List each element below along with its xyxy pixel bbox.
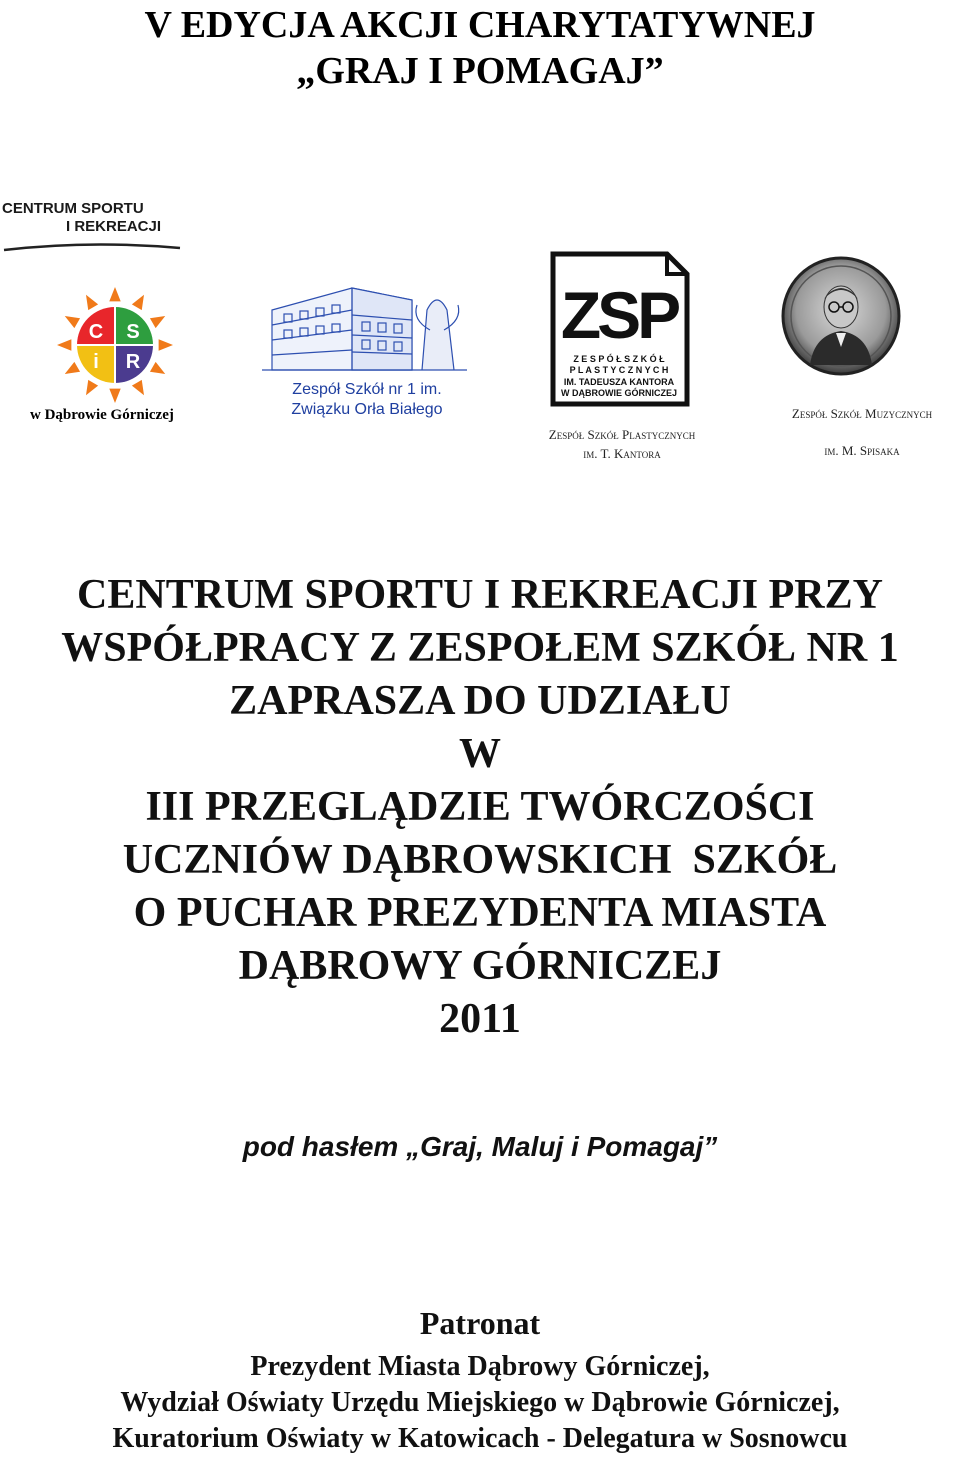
csir-letter-r: R: [125, 351, 141, 373]
invitation-line-8: DĄBROWY GÓRNICZEJ: [238, 943, 722, 989]
patronage-list: [0, 1349, 960, 1457]
csir-logo-name: [0, 200, 185, 236]
invitation-line-6: UCZNIÓW DĄBROWSKICH SZKÓŁ: [122, 837, 838, 883]
zsp-emblem: [549, 250, 691, 410]
invitation-line-9: 2011: [439, 996, 521, 1042]
school-1-caption-line-1: Zespół Szkół nr 1 im.: [292, 381, 442, 398]
csir-letter-c: C: [88, 321, 104, 343]
invitation-line-7: O PUCHAR PREZYDENTA MIASTA: [133, 890, 827, 936]
zsp-caption-line-2: im. T. Kantora: [583, 446, 661, 461]
motto: pod hasłem „Graj, Maluj i Pomagaj”: [242, 1131, 718, 1162]
zsp-emblem-line-1: Z E S P Ó Ł S Z K Ó Ł: [573, 354, 665, 364]
sun-ray-icon: [86, 295, 98, 310]
sun-ray-icon: [109, 389, 120, 403]
sun-ray-icon: [57, 339, 71, 350]
csir-letter-s: S: [126, 321, 140, 343]
event-title: [0, 2, 960, 94]
zsp-emblem-line-4: W DĄBROWIE GÓRNICZEJ: [561, 388, 677, 398]
csir-city-label: w Dąbrowie Górniczej: [30, 407, 174, 423]
sun-ray-icon: [159, 339, 173, 350]
school-1-caption-line-2: Związku Orła Białego: [291, 401, 443, 418]
csir-name-line-1: CENTRUM SPORTU: [2, 200, 144, 217]
patronage-title: Patronat: [419, 1305, 541, 1341]
school-1-caption: [262, 380, 472, 420]
zsp-caption-line-1: Zespół Szkół Plastycznych: [548, 427, 696, 442]
zsm-caption-line-2: im. M. Spisaka: [824, 443, 900, 458]
sun-ray-icon: [150, 316, 165, 328]
sun-ray-icon: [86, 380, 98, 395]
invitation-line-2: WSPÓŁPRACY Z ZESPOŁEM SZKÓŁ NR 1: [61, 625, 899, 671]
zsp-caption: [512, 425, 732, 463]
school-building-sketch: [262, 270, 472, 375]
csir-logo: [0, 200, 185, 430]
invitation-line-3: ZAPRASZA DO UDZIAŁU: [229, 678, 731, 724]
invitation-line-1: CENTRUM SPORTU I REKREACJI PRZY: [77, 572, 883, 618]
csir-name-line-2: I REKREACJI: [66, 218, 162, 235]
sun-ray-icon: [109, 287, 120, 301]
zsm-caption-line-1: Zespół Szkół Muzycznych: [791, 406, 933, 421]
sun-ray-icon: [65, 316, 80, 328]
patron-2: Wydział Oświaty Urzędu Miejskiego w Dąbrowie Górniczej,: [120, 1387, 840, 1418]
csir-sun-emblem: [50, 280, 180, 410]
sun-ray-icon: [132, 295, 144, 310]
patron-1: Prezydent Miasta Dąbrowy Górniczej,: [250, 1351, 710, 1382]
csir-swoosh-icon: [0, 234, 185, 256]
csir-letter-i: i: [93, 351, 99, 373]
event-title-line-2: „GRAJ I POMAGAJ”: [296, 50, 664, 92]
sun-ray-icon: [150, 362, 165, 374]
invitation-line-5: III PRZEGLĄDZIE TWÓRCZOŚCI: [145, 784, 815, 830]
sun-ray-icon: [132, 380, 144, 395]
zsp-emblem-line-2: P L A S T Y C Z N Y C H: [569, 365, 669, 375]
zsp-emblem-letters: ZSP: [560, 278, 678, 352]
invitation-line-4: W: [459, 731, 501, 777]
sun-ray-icon: [65, 362, 80, 374]
patron-3: Kuratorium Oświaty w Katowicach - Delegatura w Sosnowcu: [112, 1423, 848, 1454]
event-title-line-1: V EDYCJA AKCJI CHARYTATYWNEJ: [144, 4, 816, 46]
invitation-text: [0, 569, 960, 1046]
composer-portrait-medal: [780, 255, 902, 377]
zsp-emblem-line-3: IM. TADEUSZA KANTORA: [563, 377, 675, 387]
